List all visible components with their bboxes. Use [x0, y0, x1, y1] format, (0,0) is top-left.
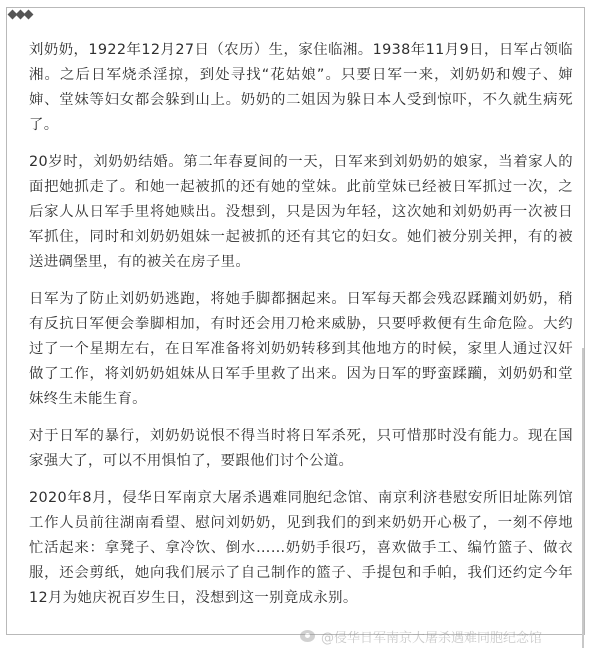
paragraph-2: 20岁时，刘奶奶结婚。第二年春夏间的一天，日军来到刘奶奶的娘家，当着家人的面把她抓走了。和她一起被抓的还有她的堂妹。此前堂妹已经被日军抓过一次，之后家人从日军手里将她赎出。没想到，只是因为年轻，这次她和刘奶奶再一次被日军抓住，同时和刘奶奶姐妹一起被抓的还有其它的妇女。她们被分别关押，有的被送进碉堡里，有的被关在房子里。 — [29, 154, 573, 270]
paragraph-5: 2020年8月，侵华日军南京大屠杀遇难同胞纪念馆、南京利济巷慰安所旧址陈列馆工作人员前往湖南看望、慰问刘奶奶，见到我们的到来奶奶开心极了，一刻不停地忙活起来：拿凳子、拿冷饮、倒水……奶奶手很巧，喜欢做手工、编竹篮子、做衣服，还会剪纸，她向我们展示了自己制作的篮子、手提包和手帕，我们还约定今年12月为她庆祝百岁生日，没想到这一别竟成永别。 — [29, 490, 573, 606]
corner-dot — [24, 10, 34, 20]
watermark-text: @侵华日军南京大屠杀遇难同胞纪念馆 — [321, 630, 543, 646]
weibo-watermark — [300, 626, 592, 646]
paragraph-4: 对于日军的暴行，刘奶奶说恨不得当时将日军杀死，只可惜那时没有能力。现在国家强大了，可以不用惧怕了，要跟他们讨个公道。 — [29, 428, 573, 469]
paragraph-3: 日军为了防止刘奶奶逃跑，将她手脚都捆起来。日军每天都会残忍蹂躏刘奶奶，稍有反抗日军便会拳脚相加，有时还会用刀枪来威胁，只要呼救便有生命危险。大约过了一个星期左右，在日军准备将刘奶奶转移到其他地方的时候，家里人通过汉奸做了工作，将刘奶奶姐妹从日军手里救了出来。因为日军的野蛮蹂躏，刘奶奶和堂妹终生未能生育。 — [29, 291, 573, 407]
weibo-icon — [300, 630, 315, 642]
article-body — [29, 38, 573, 623]
paragraph-1: 刘奶奶，1922年12月27日（农历）生，家住临湘。1938年11月9日，日军占领临湘。之后日军烧杀淫掠，到处寻找“花姑娘”。只要日军一来，刘奶奶和嫂子、婶婶、堂妹等妇女都会躲到山上。奶奶的二姐因为躲日本人受到惊吓，不久就生病死了。 — [29, 42, 573, 133]
right-accent-line — [582, 348, 584, 648]
corner-ornament — [9, 10, 35, 19]
document-frame — [6, 7, 585, 635]
